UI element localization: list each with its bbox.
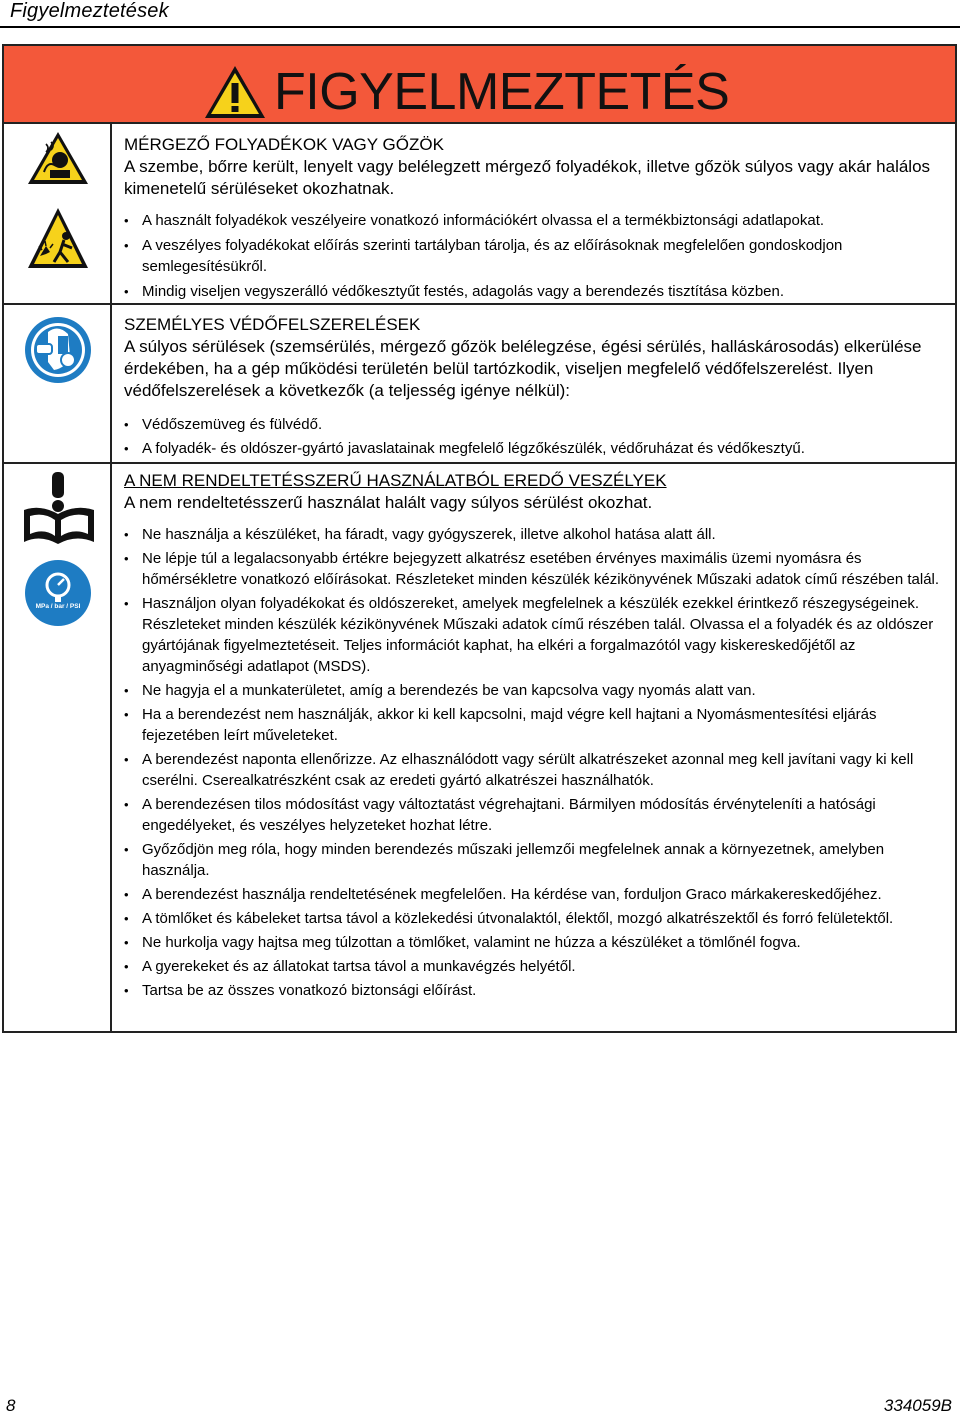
section-title: SZEMÉLYES VÉDŐFELSZERELÉSEK — [124, 315, 421, 334]
section-divider — [4, 303, 955, 305]
page-header-title: Figyelmeztetések — [10, 0, 169, 22]
list-item: • A berendezést naponta ellenőrizze. Az elhasználódott vagy sérült alkatrészeket azonnal meg kell javítani vagy ki kell cserélni. Cserealkatrészként csak az eredeti gyártó alkatrészei használhatók. — [124, 749, 954, 791]
list-item: • Ha a berendezést nem használják, akkor ki kell kapcsolni, majd végre kell hajtani a Nyomásmentesítési eljárás fejezetében leírt műveleteket. — [124, 704, 954, 746]
list-item: • A veszélyes folyadékokat előírás szerinti tartályban tárolja, és az előírásoknak megfelelően gondoskodjon semlegesítésükről. — [124, 235, 954, 277]
bullet-list — [124, 524, 954, 1001]
section-title: A NEM RENDELTETÉSSZERŰ HASZNÁLATBÓL EREDŐ VESZÉLYEK — [124, 471, 667, 490]
pressure-rating-icon — [24, 559, 92, 627]
list-item: • Győződjön meg róla, hogy minden berendezés műszaki jellemzői megfelelnek annak a környezetnek, amelyben használja. — [124, 839, 954, 881]
list-item: • A gyerekeket és az állatokat tartsa távol a munkavégzés helyétől. — [124, 956, 954, 977]
bullet-list — [124, 210, 954, 302]
corrosive-splash-icon — [26, 206, 90, 272]
list-item: • Ne lépje túl a legalacsonyabb értékre bejegyzett alkatrész esetében érvényes maximális üzemi nyomásra és hőmérsékletre vonatkozó előírásokat. Részleteket minden készülék kézikönyvének Műszaki adatok című részében talál. — [124, 548, 954, 590]
list-item: • Ne hurkolja vagy hajtsa meg túlzottan a tömlőket, valamint ne húzza a készüléket a tömlőnél fogva. — [124, 932, 954, 953]
list-item: • Védőszemüveg és fülvédő. — [124, 414, 954, 435]
list-item: • A folyadék- és oldószer-gyártó javaslatainak megfelelő légzőkészülék, védőruházat és védőkesztyű. — [124, 438, 954, 459]
list-item: • Ne hagyja el a munkaterületet, amíg a berendezés be van kapcsolva vagy nyomás alatt van. — [124, 680, 954, 701]
section-intro: A szembe, bőrre került, lenyelt vagy belélegzett mérgező folyadékok, illetve gőzök súlyos vagy akár halálos kimenetelű sérüléseket okozhatnak. — [124, 157, 931, 198]
warning-banner — [4, 46, 955, 124]
list-item: • Tartsa be az összes vonatkozó biztonsági előírást. — [124, 980, 954, 1001]
header-rule — [0, 26, 960, 28]
section-title: MÉRGEZŐ FOLYADÉKOK VAGY GŐZÖK — [124, 135, 444, 154]
warning-banner-title: FIGYELMEZTETÉS — [274, 63, 730, 121]
list-item: • A használt folyadékok veszélyeire vonatkozó információkért olvassa el a termékbiztonsági adatlapokat. — [124, 210, 954, 231]
section-misuse — [124, 470, 954, 1001]
list-item: • Mindig viseljen vegyszerálló védőkesztyűt festés, adagolás vagy a berendezés tisztítása közben. — [124, 281, 954, 302]
list-item: • A berendezésen tilos módosítást vagy változtatást végrehajtani. Bármilyen módosítás érvényteleníti a hatósági engedélyeket, és veszélyes helyzeteket hozhat létre. — [124, 794, 954, 836]
list-item: • Ne használja a készüléket, ha fáradt, vagy gyógyszerek, illetve alkohol hatása alatt áll. — [124, 524, 954, 545]
toxic-fumes-icon — [26, 130, 90, 186]
section-toxic-fluids — [124, 134, 954, 302]
pressure-rating-label: MPa / bar / PSI — [35, 603, 81, 610]
section-intro: A nem rendeltetésszerű használat halált vagy súlyos sérülést okozhat. — [124, 493, 653, 512]
list-item: • A tömlőket és kábeleket tartsa távol a közlekedési útvonalaktól, élektől, mozgó alkatrészektől és forró felületektől. — [124, 908, 954, 929]
page-number: 8 — [6, 1396, 16, 1415]
warning-triangle-icon — [202, 63, 268, 121]
read-manual-icon — [20, 470, 98, 548]
section-personal-protection — [124, 314, 954, 459]
section-intro: A súlyos sérülések (szemsérülés, mérgező gőzök belélegzése, égési sérülés, halláskárosodás) elkerülése érdekében, ha a gép működési területén belül tartózkodik, viseljen megfelelő védőfelszerelést. Ilyen védőfelszerelések a következők (a teljesség igénye nélkül): — [124, 337, 922, 400]
warning-box — [2, 44, 957, 1033]
list-item: • Használjon olyan folyadékokat és oldószereket, amelyek megfelelnek a készülék ezekkel érintkező részegységeinek. Részleteket minden készülék kézikönyvének Műszaki adatok című részében talál. Olvassa el a folyadék és az oldószer gyártójának figyelmeztetéseit. Teljes információt kaphat, ha elkéri a forgalmazótól vagy kiskereskedőjétől az anyagminőségi adatlapot (MSDS). — [124, 593, 954, 677]
list-item: • A berendezést használja rendeltetésének megfelelően. Ha kérdése van, forduljon Graco márkakereskedőjéhez. — [124, 884, 954, 905]
section-divider — [4, 462, 955, 464]
protective-equipment-icon — [24, 316, 92, 384]
document-number: 334059B — [883, 1396, 952, 1415]
bullet-list — [124, 414, 954, 459]
